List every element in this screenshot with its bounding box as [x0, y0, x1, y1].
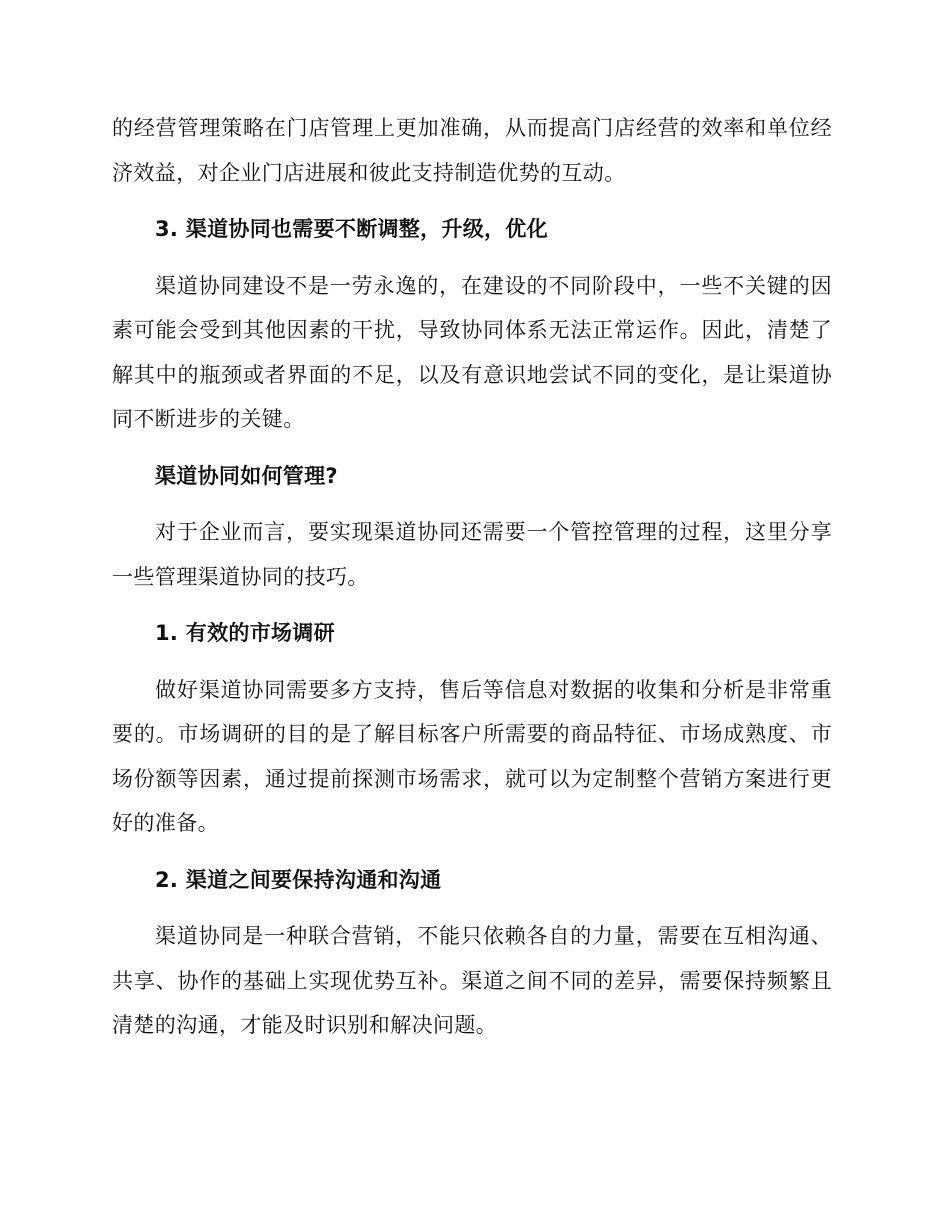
paragraph-market-research: 做好渠道协同需要多方支持，售后等信息对数据的收集和分析是非常重要的。市场调研的目的是了解目标客户所需要的商品特征、市场成熟度、市场份额等因素，通过提前探测市场需求，就可以为定制整个营销方案进行更好的准备。 — [112, 677, 832, 835]
document-page — [112, 106, 832, 1048]
paragraph-channel-adjust: 渠道协同建设不是一劳永逸的，在建设的不同阶段中，一些不关键的因素可能会受到其他因素的干扰，导致协同体系无法正常运作。因此，清楚了解其中的瓶颈或者界面的不足，以及有意识地尝试不同的变化，是让渠道协同不断进步的关键。 — [112, 273, 832, 431]
paragraph-communication: 渠道协同是一种联合营销，不能只依赖各自的力量，需要在互相沟通、共享、协作的基础上实现优势互补。渠道之间不同的差异，需要保持频繁且清楚的沟通，才能及时识别和解决问题。 — [112, 924, 832, 1037]
section-heading-2: 2. 渠道之间要保持沟通和沟通 — [155, 867, 442, 892]
paragraph-continuation: 的经营管理策略在门店管理上更加准确，从而提高门店经营的效率和单位经济效益，对企业门店进展和彼此支持制造优势的互动。 — [112, 116, 832, 185]
section-heading-3: 3. 渠道协同也需要不断调整，升级，优化 — [155, 217, 548, 241]
section-heading-1: 1. 有效的市场调研 — [155, 621, 335, 645]
paragraph-manage-intro: 对于企业而言，要实现渠道协同还需要一个管控管理的过程，这里分享一些管理渠道协同的技巧。 — [112, 520, 832, 589]
section-heading-manage: 渠道协同如何管理? — [155, 463, 338, 488]
